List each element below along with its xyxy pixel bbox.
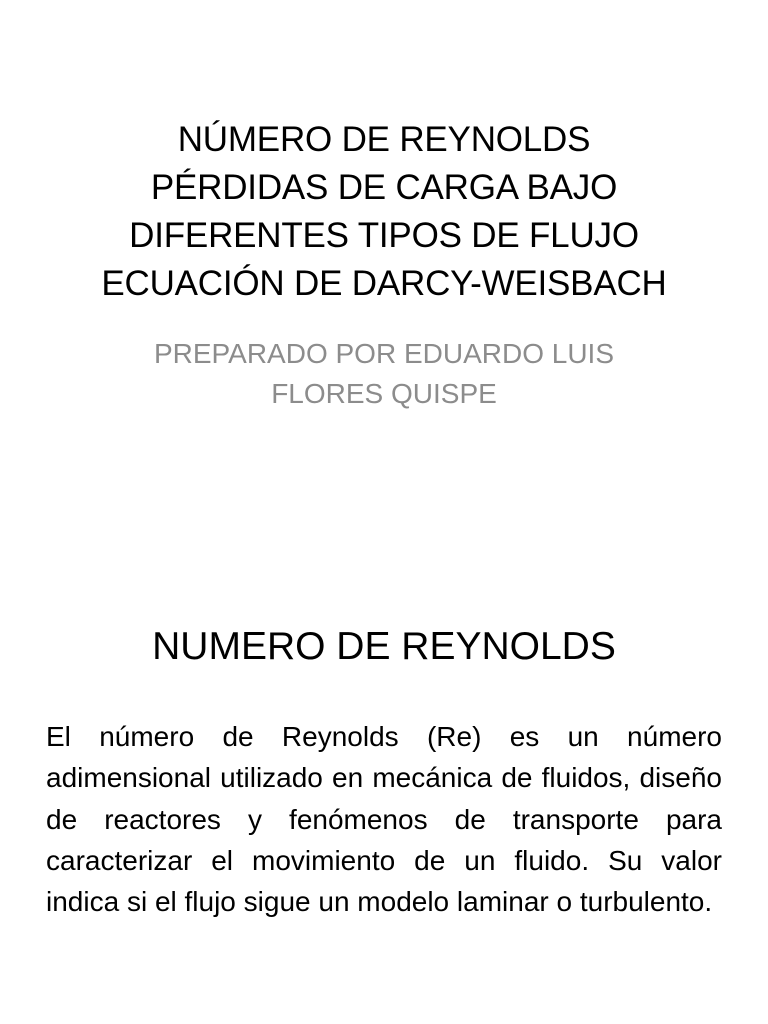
slide-body-text: El número de Reynolds (Re) es un número adimensional utilizado en mecánica de fluidos, diseño de reactores y fenómenos de transporte para caracterizar el movimiento de un fluido. Su valor indica si el flujo sigue un modelo laminar o turbulento.	[46, 721, 722, 918]
presentation-subtitle	[60, 334, 708, 414]
title-line-2: PÉRDIDAS DE CARGA BAJO	[150, 168, 618, 207]
slide-reynolds	[0, 512, 768, 1024]
slide-heading: NUMERO DE REYNOLDS	[152, 625, 616, 668]
title-line-4: ECUACIÓN DE DARCY-WEISBACH	[101, 264, 667, 303]
title-line-1: NÚMERO DE REYNOLDS	[177, 120, 591, 159]
presentation-title	[40, 116, 728, 308]
title-line-3: DIFERENTES TIPOS DE FLUJO	[129, 216, 639, 255]
subtitle-line-1: PREPARADO POR EDUARDO LUIS	[153, 338, 615, 369]
subtitle-line-2: FLORES QUISPE	[271, 378, 497, 409]
